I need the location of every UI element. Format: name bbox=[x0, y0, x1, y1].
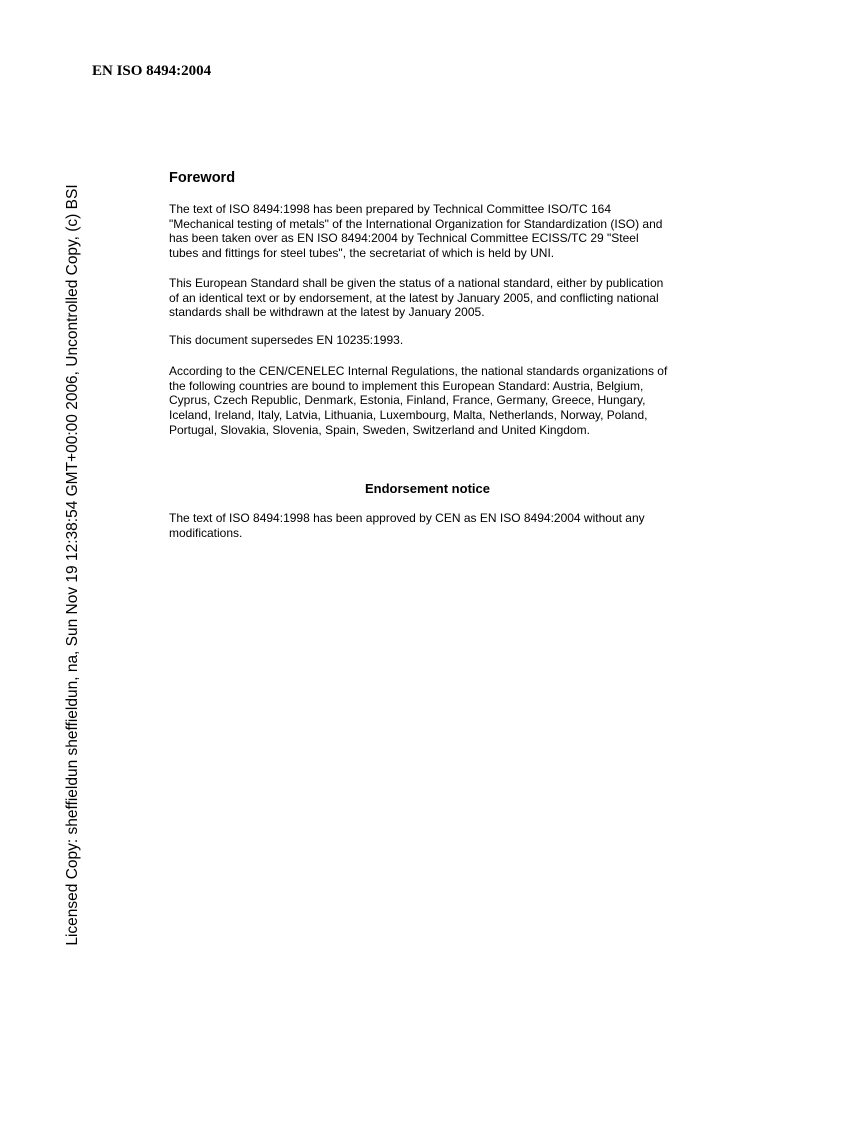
license-watermark: Licensed Copy: sheffieldun sheffieldun, na, Sun Nov 19 12:38:54 GMT+00:00 2006, Uncontrolled Copy, (c) BSI bbox=[64, 184, 81, 946]
foreword-paragraph-1 bbox=[169, 202, 662, 261]
foreword-paragraph-4 bbox=[169, 364, 667, 437]
text-line: This European Standard shall be given the status of a national standard, either by publication bbox=[169, 276, 664, 290]
text-line: Portugal, Slovakia, Slovenia, Spain, Sweden, Switzerland and United Kingdom. bbox=[169, 422, 590, 437]
foreword-heading: Foreword bbox=[169, 170, 236, 186]
text-line: "Mechanical testing of metals" of the International Organization for Standardization (ISO) and bbox=[169, 216, 663, 231]
text-line: has been taken over as EN ISO 8494:2004 by Technical Committee ECISS/TC 29 "Steel bbox=[169, 231, 639, 246]
text-line: This document supersedes EN 10235:1993. bbox=[169, 333, 404, 347]
text-line: Iceland, Ireland, Italy, Latvia, Lithuania, Luxembourg, Malta, Netherlands, Norway, Poland, bbox=[169, 408, 648, 423]
foreword-paragraph-3 bbox=[169, 333, 403, 348]
text-line: tubes and fittings for steel tubes", the secretariat of which is held by UNI. bbox=[169, 246, 555, 261]
endorsement-heading: Endorsement notice bbox=[365, 481, 490, 496]
text-line: The text of ISO 8494:1998 has been prepared by Technical Committee ISO/TC 164 bbox=[169, 202, 612, 216]
foreword-paragraph-2 bbox=[169, 276, 663, 320]
text-line: standards shall be withdrawn at the latest by January 2005. bbox=[169, 305, 485, 320]
text-line: the following countries are bound to implement this European Standard: Austria, Belgium, bbox=[169, 378, 644, 393]
text-line: modifications. bbox=[169, 525, 243, 540]
document-header: EN ISO 8494:2004 bbox=[92, 63, 212, 79]
text-line: The text of ISO 8494:1998 has been approved by CEN as EN ISO 8494:2004 without any bbox=[169, 511, 645, 525]
text-line: of an identical text or by endorsement, at the latest by January 2005, and conflicting national bbox=[169, 290, 659, 305]
endorsement-paragraph bbox=[169, 511, 645, 540]
text-line: According to the CEN/CENELEC Internal Regulations, the national standards organizations of bbox=[169, 364, 668, 378]
text-line: Cyprus, Czech Republic, Denmark, Estonia, Finland, France, Germany, Greece, Hungary, bbox=[169, 393, 646, 408]
